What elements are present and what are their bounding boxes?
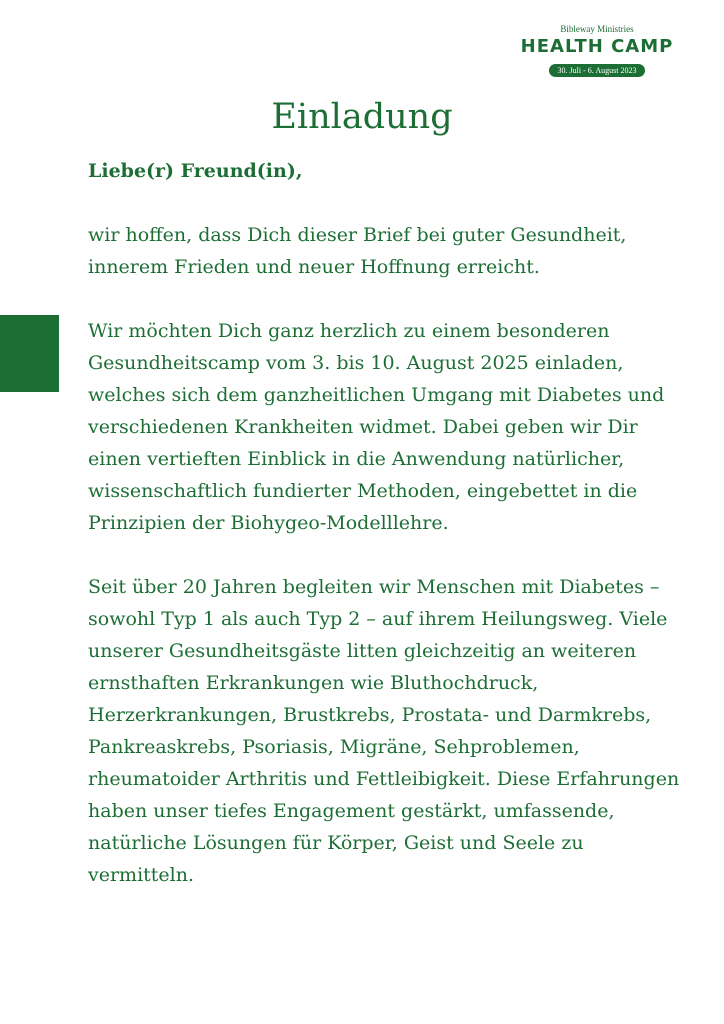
- logo-dates-badge: 30. Juli - 6. August 2023: [549, 64, 646, 77]
- paragraph-intro: wir hoffen, dass Dich dieser Brief bei guter Gesundheit, innerem Frieden und neuer Hoffnung erreicht.: [88, 224, 627, 278]
- salutation: Liebe(r) Freund(in),: [88, 160, 303, 182]
- logo-title: HEALTH CAMP: [520, 36, 674, 57]
- side-accent-block: [0, 315, 59, 392]
- paragraph-invitation: Wir möchten Dich ganz herzlich zu einem besonderen Gesundheitscamp vom 3. bis 10. August 2025 einladen, welches sich dem ganzheitlichen Umgang mit Diabetes und verschiedenen Krankheiten widmet. Dabei geben wir Dir einen vertieften Einblick in die Anwendung natürlicher, wissenschaftlich fundierter Methoden, eingebettet in die Prinzipien der Biohygeo-Modelllehre.: [88, 320, 665, 534]
- logo-organization: Bibleway Ministries: [560, 24, 634, 34]
- letter-body: [88, 155, 688, 923]
- paragraph-experience: Seit über 20 Jahren begleiten wir Menschen mit Diabetes – sowohl Typ 1 als auch Typ 2 – auf ihrem Heilungsweg. Viele unserer Gesundheitsgäste litten gleichzeitig an weiteren ernsthaften Erkrankungen wie Bluthochdruck, Herzerkrankungen, Brustkrebs, Prostata- und Darmkrebs, Pankreaskrebs, Psoriasis, Migräne, Sehproblemen, rheumatoider Arthritis und Fettleibigkeit. Diese Erfahrungen haben unser tiefes Engagement gestärkt, umfassende, natürliche Lösungen für Körper, Geist und Seele zu vermitteln.: [88, 576, 680, 886]
- health-camp-logo: [512, 24, 682, 77]
- page-title: Einladung: [271, 97, 453, 137]
